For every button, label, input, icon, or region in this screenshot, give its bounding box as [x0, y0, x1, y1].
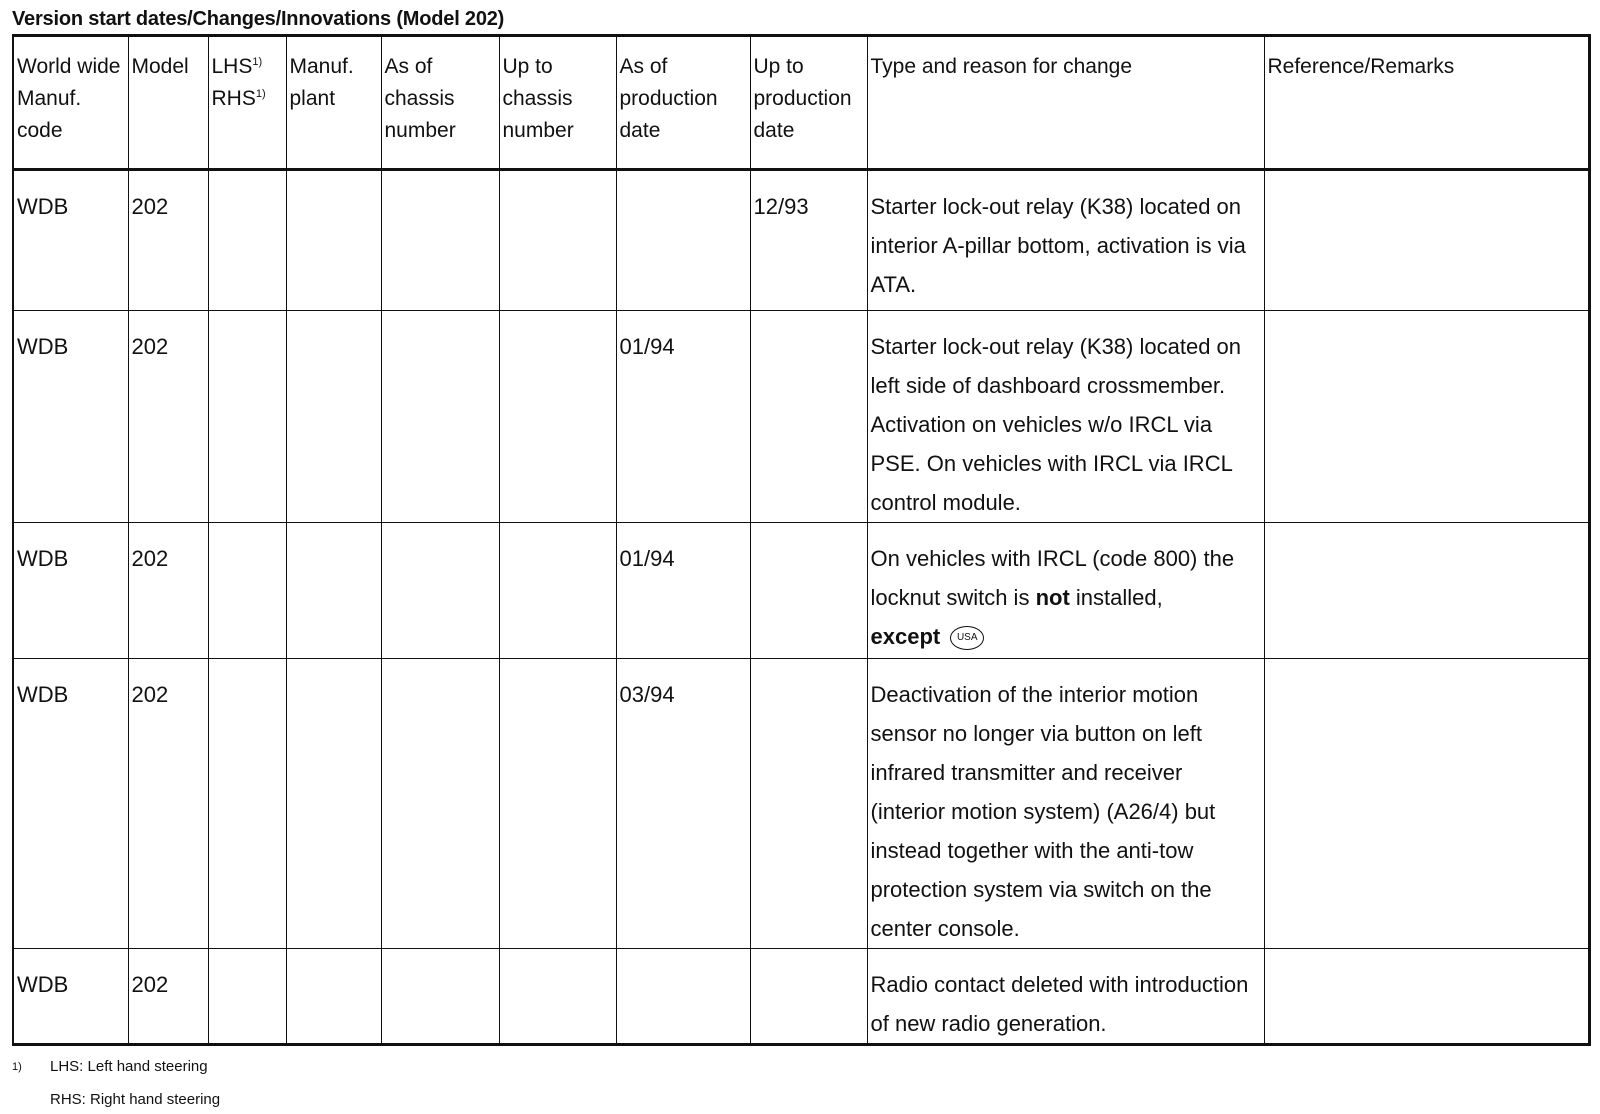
header-remarks: Reference/Remarks [1264, 36, 1589, 170]
cell-up-to-chassis [499, 170, 616, 311]
cell-as-of-chassis [381, 523, 499, 659]
table-row [13, 523, 1589, 659]
cell-as-of-date: 01/94 [616, 523, 750, 659]
cell-manuf-code: WDB [13, 523, 128, 659]
cell-as-of-chassis [381, 949, 499, 1045]
cell-as-of-date [616, 949, 750, 1045]
cell-as-of-date: 01/94 [616, 311, 750, 523]
cell-change [867, 523, 1264, 659]
header-as-of-chassis: As of chassis number [381, 36, 499, 170]
table-body [13, 170, 1589, 1045]
cell-model: 202 [128, 949, 208, 1045]
table-row [13, 949, 1589, 1045]
header-model: Model [128, 36, 208, 170]
header-steering [208, 36, 286, 170]
cell-manuf-code: WDB [13, 170, 128, 311]
cell-model: 202 [128, 170, 208, 311]
cell-as-of-chassis [381, 311, 499, 523]
footnote-lhs-text: LHS: Left hand steering [50, 1058, 208, 1075]
cell-model: 202 [128, 523, 208, 659]
cell-remarks [1264, 523, 1589, 659]
change-text-suffix: installed, [1069, 585, 1163, 610]
cell-remarks [1264, 170, 1589, 311]
cell-model: 202 [128, 311, 208, 523]
footnote-rhs [12, 1090, 220, 1110]
table-header [13, 36, 1589, 170]
header-up-to-chassis: Up to chassis number [499, 36, 616, 170]
cell-plant [286, 170, 381, 311]
cell-plant [286, 311, 381, 523]
cell-plant [286, 523, 381, 659]
header-change: Type and reason for change [867, 36, 1264, 170]
header-lhs: LHS [211, 55, 253, 78]
cell-up-to-chassis [499, 311, 616, 523]
cell-as-of-chassis [381, 659, 499, 949]
cell-up-to-date [750, 523, 867, 659]
header-manuf-code: World wide Manuf. code [13, 36, 128, 170]
cell-as-of-date [616, 170, 750, 311]
cell-steering [208, 311, 286, 523]
cell-up-to-date [750, 949, 867, 1045]
cell-change: Starter lock-out relay (K38) located on interior A-pillar bottom, activation is via ATA. [867, 170, 1264, 311]
cell-as-of-date: 03/94 [616, 659, 750, 949]
cell-remarks [1264, 659, 1589, 949]
cell-change: Starter lock-out relay (K38) located on left side of dashboard crossmember. Activation on vehicles w/o IRCL via PSE. On vehicles with IRCL via IRCL control module. [867, 311, 1264, 523]
document-title: Version start dates/Changes/Innovations (Model 202) [12, 8, 505, 30]
table-row [13, 311, 1589, 523]
footnote-lhs [12, 1057, 208, 1077]
cell-plant [286, 659, 381, 949]
cell-model: 202 [128, 659, 208, 949]
cell-up-to-chassis [499, 523, 616, 659]
change-text-bold: not [1035, 585, 1070, 610]
cell-remarks [1264, 311, 1589, 523]
header-rhs: RHS [211, 87, 256, 110]
cell-steering [208, 659, 286, 949]
footnote-ref-lhs: 1) [252, 56, 263, 68]
cell-plant [286, 949, 381, 1045]
cell-change: Deactivation of the interior motion sensor no longer via button on left infrared transmitter and receiver (interior motion system) (A26/4) but instead together with the anti-tow protection system via switch on the center console. [867, 659, 1264, 949]
header-up-to-date: Up to production date [750, 36, 867, 170]
cell-manuf-code: WDB [13, 949, 128, 1045]
footnote-rhs-text: RHS: Right hand steering [50, 1091, 221, 1108]
cell-manuf-code: WDB [13, 659, 128, 949]
usa-country-badge: USA [950, 626, 984, 650]
cell-up-to-chassis [499, 949, 616, 1045]
cell-remarks [1264, 949, 1589, 1045]
change-exception-label: except [870, 624, 941, 649]
cell-steering [208, 949, 286, 1045]
header-as-of-date: As of production date [616, 36, 750, 170]
footnote-mark: 1) [12, 1061, 22, 1073]
cell-up-to-date: 12/93 [750, 170, 867, 311]
table-row [13, 170, 1589, 311]
cell-as-of-chassis [381, 170, 499, 311]
table-row [13, 659, 1589, 949]
cell-change: Radio contact deleted with introduction of new radio generation. [867, 949, 1264, 1045]
version-changes-table [12, 34, 1591, 1046]
cell-steering [208, 523, 286, 659]
cell-steering [208, 170, 286, 311]
cell-up-to-date [750, 659, 867, 949]
footnote-ref-rhs: 1) [255, 88, 266, 100]
change-text-prefix: On vehicles with IRCL (code 800) the locknut switch is [870, 546, 1235, 610]
cell-up-to-chassis [499, 659, 616, 949]
header-manuf-plant: Manuf. plant [286, 36, 381, 170]
header-row [13, 36, 1589, 170]
cell-manuf-code: WDB [13, 311, 128, 523]
cell-up-to-date [750, 311, 867, 523]
